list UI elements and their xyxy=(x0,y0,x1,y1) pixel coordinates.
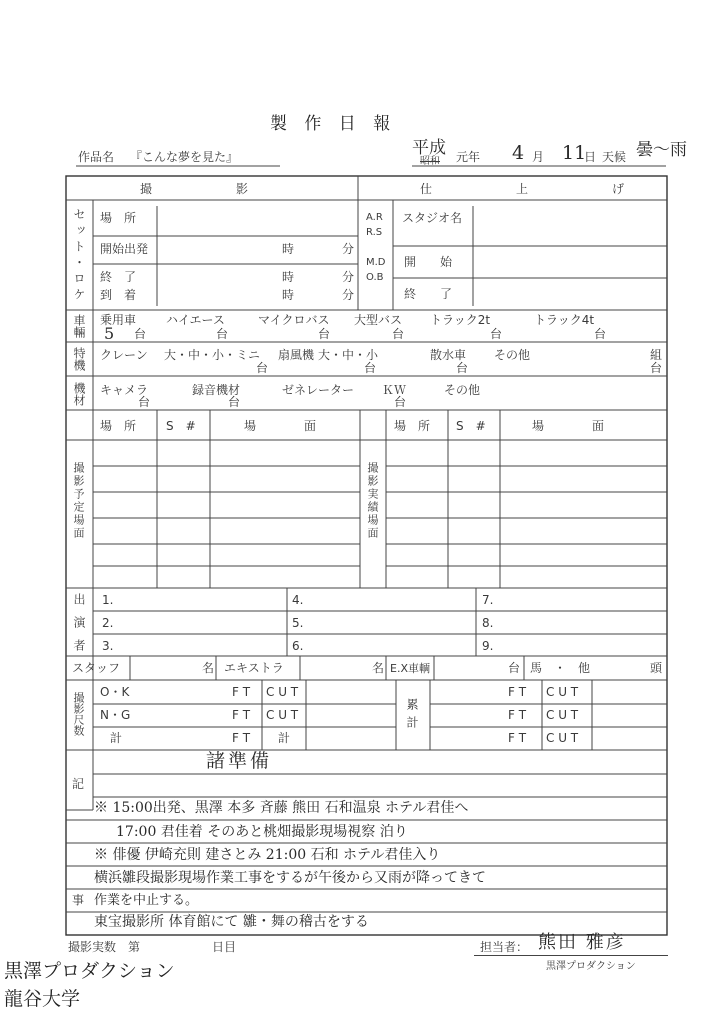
kiji-label-2: 事 xyxy=(72,893,85,907)
unit-6: 台 xyxy=(594,327,607,341)
header-finish: 仕 上 げ xyxy=(420,182,625,196)
end-label: 終 了 xyxy=(100,270,137,284)
work-name-label: 作品名 xyxy=(78,150,115,164)
scene-place-1: 場 所 xyxy=(100,419,137,433)
sound: 録音機材 xyxy=(192,383,241,397)
total-label-2: 計 xyxy=(278,731,291,745)
generator: ゼネレーター xyxy=(282,383,355,397)
min3: 分 xyxy=(342,288,355,302)
cut-1: C U T xyxy=(266,685,299,699)
era-printed: 昭和 xyxy=(420,156,440,167)
time1: 時 xyxy=(282,242,295,256)
time2: 時 xyxy=(282,270,295,284)
ft-5: F T xyxy=(508,708,527,722)
note-line-5: 横浜雛段撮影現場作業工事をするが午後から又雨が降ってきて xyxy=(94,870,486,886)
crane-sizes: 大・中・小・ミニ xyxy=(164,348,261,362)
special-set-unit: 組 xyxy=(650,348,663,362)
min2: 分 xyxy=(342,270,355,284)
cast-8: 8. xyxy=(482,616,494,630)
ft-3: F T xyxy=(232,731,251,745)
header-shoot: 撮 影 xyxy=(140,182,249,196)
unit-3: 台 xyxy=(318,327,331,341)
studio-label: スタジオ名 xyxy=(402,211,463,225)
vehicle-truck4: トラック4t xyxy=(534,313,595,327)
cast-3: 3. xyxy=(102,639,114,653)
note-line-7: 東宝撮影所 体育館にて 雛・舞の稽古をする xyxy=(94,914,369,930)
special-other: その他 xyxy=(494,348,531,362)
equip-unit-1: 台 xyxy=(138,395,151,409)
fan-sizes: 大・中・小 xyxy=(318,348,379,362)
note-line-2: ※ 15:00出発、黒澤 本多 斉藤 熊田 石和温泉 ホテル君佳へ xyxy=(94,800,469,816)
equipment-other: その他 xyxy=(444,383,481,397)
cast-6: 6. xyxy=(292,639,304,653)
scene-scene-2: 場 面 xyxy=(532,419,605,433)
special-unit-1: 台 xyxy=(256,361,269,375)
planned-label: 撮影予定場面 xyxy=(72,462,85,540)
vehicle-micro: マイクロバス xyxy=(258,313,330,327)
month-label: 月 xyxy=(532,150,545,164)
era-hand: 平成 xyxy=(412,138,446,158)
cast-9: 9. xyxy=(482,639,494,653)
unit-5: 台 xyxy=(490,327,503,341)
place-label: 場 所 xyxy=(100,211,137,225)
shoot-days-label: 撮影実数 第 xyxy=(68,940,141,954)
rs-label: R.S xyxy=(366,227,383,238)
vehicle-truck2: トラック2t xyxy=(430,313,491,327)
ob-label: O.B xyxy=(366,272,384,283)
ex-car-label: E.X車輌 xyxy=(390,662,430,675)
crane: クレーン xyxy=(100,348,148,362)
set-side-label: セット・ロケ xyxy=(72,208,86,304)
cast-7: 7. xyxy=(482,593,494,607)
note-line-4: ※ 俳優 伊崎充則 建さとみ 21:00 石和 ホテル君佳入り xyxy=(94,847,441,863)
vehicle-hiace: ハイエース xyxy=(166,313,225,327)
car-unit: 台 xyxy=(508,661,521,675)
special-unit-2: 台 xyxy=(364,361,377,375)
extra-label: エキストラ xyxy=(224,661,284,675)
manager-label: 担当者： xyxy=(480,940,529,954)
vehicle-bus: 大型バス xyxy=(354,313,403,327)
day-label: 日 xyxy=(584,150,597,164)
cut-4: C U T xyxy=(546,685,579,699)
sprinkler: 散水車 xyxy=(430,348,467,362)
note-line-1: 諸準備 xyxy=(206,750,273,772)
footage-side-label: 撮影尺数 xyxy=(72,692,85,736)
camera: キャメラ xyxy=(100,383,149,397)
cast-5: 5. xyxy=(292,616,304,630)
equip-unit-3: 台 xyxy=(394,395,407,409)
cast-1: 1. xyxy=(102,593,114,607)
cast-4: 4. xyxy=(292,593,304,607)
vehicle-passenger: 乗用車 xyxy=(100,313,137,327)
day-unit: 日目 xyxy=(212,940,237,954)
head-unit: 頭 xyxy=(650,661,663,675)
scene-scene-1: 場 面 xyxy=(244,419,317,433)
ft-2: F T xyxy=(232,708,251,722)
note-line-6: 作業を中止する。 xyxy=(94,893,199,908)
end2-label: 終 了 xyxy=(404,287,453,301)
note-line-3: 17:00 君佳着 そのあと桃畑撮影現場視察 泊り xyxy=(116,824,408,840)
company-print: 黒澤プロダクション xyxy=(546,961,636,972)
ng-label: N・G xyxy=(100,708,131,722)
day-value: 11 xyxy=(562,142,587,164)
scene-place-2: 場 所 xyxy=(394,419,431,433)
passenger-count: 5 xyxy=(104,324,115,343)
scene-sno-1: S # xyxy=(166,419,196,433)
kw: ＫＷ xyxy=(382,383,407,397)
staff-unit: 名 xyxy=(202,661,215,675)
watermark-line-1: 黒澤プロダクション xyxy=(4,960,175,982)
weather-value: 曇～雨 xyxy=(636,140,687,160)
total-label: 計 xyxy=(110,731,123,745)
min1: 分 xyxy=(342,242,355,256)
manager-underline xyxy=(474,955,668,956)
cast-2: 2. xyxy=(102,616,114,630)
year-label: 元年 xyxy=(456,150,481,164)
ar-label: A.R xyxy=(366,212,383,223)
ft-6: F T xyxy=(508,731,527,745)
fan: 扇風機 xyxy=(278,348,315,362)
arrive-label: 到 着 xyxy=(100,288,137,302)
month-value: 4 xyxy=(512,142,525,164)
cumulative-label: 累計 xyxy=(405,698,419,734)
actual-label: 撮影実績場面 xyxy=(366,462,379,540)
weather-label: 天候 xyxy=(602,150,627,164)
unit-2: 台 xyxy=(216,327,229,341)
ft-4: F T xyxy=(508,685,527,699)
special-unit-3: 台 xyxy=(456,361,469,375)
cut-2: C U T xyxy=(266,708,299,722)
manager-name: 熊田 雅彦 xyxy=(538,932,626,953)
cut-6: C U T xyxy=(546,731,579,745)
form-title: 製 作 日 報 xyxy=(270,114,397,134)
md-label: M.D xyxy=(366,257,386,268)
special-unit-4: 台 xyxy=(650,361,663,375)
unit-1: 台 xyxy=(134,327,147,341)
cut-5: C U T xyxy=(546,708,579,722)
staff-label: スタッフ xyxy=(72,661,121,675)
ok-label: O・K xyxy=(100,685,130,699)
time3: 時 xyxy=(282,288,295,302)
ft-1: F T xyxy=(232,685,251,699)
horse-label: 馬 ・ 他 xyxy=(530,661,591,675)
start2-label: 開 始 xyxy=(404,255,453,269)
kiji-label-1: 記 xyxy=(72,777,85,791)
watermark-line-2: 龍谷大学 xyxy=(4,988,81,1010)
extra-unit: 名 xyxy=(372,661,385,675)
cast-side-label: 出演者 xyxy=(72,593,86,662)
equip-unit-2: 台 xyxy=(228,395,241,409)
unit-4: 台 xyxy=(392,327,405,341)
start-label: 開始出発 xyxy=(100,242,149,256)
work-name: 『こんな夢を見た』 xyxy=(130,150,239,164)
equipment-side-label: 機材 xyxy=(72,382,86,406)
scene-sno-2: S # xyxy=(456,419,486,433)
special-side-label: 特機 xyxy=(72,347,86,371)
vehicles-side-label: 車輛 xyxy=(72,314,86,338)
